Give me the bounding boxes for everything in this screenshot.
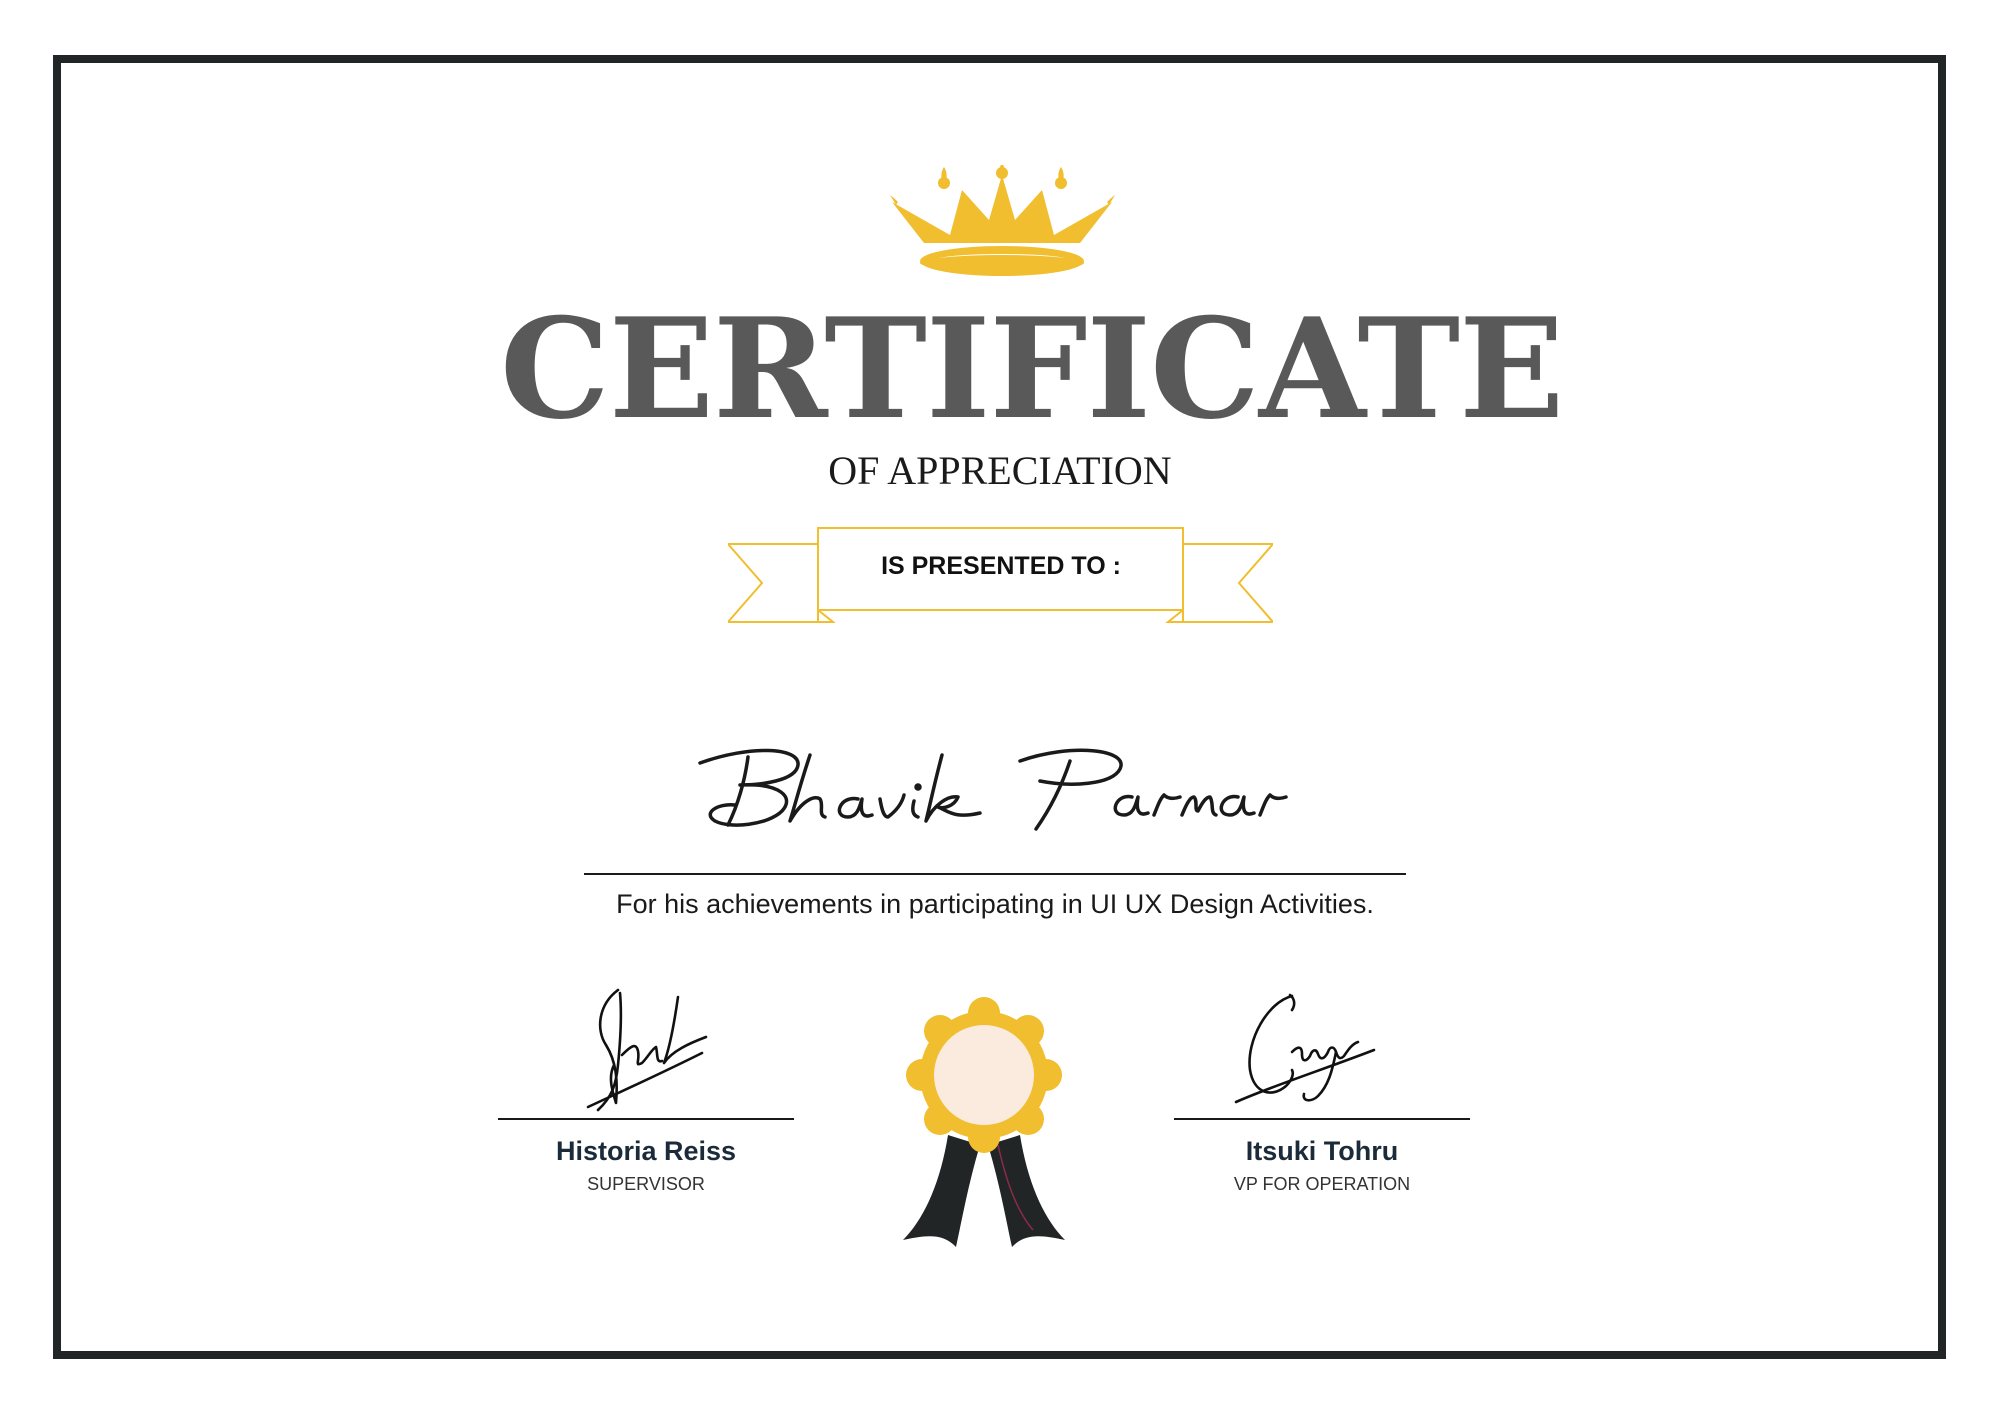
certificate-subtitle: OF APPRECIATION: [828, 448, 1172, 493]
award-badge-icon: [898, 995, 1070, 1250]
certificate-title: CERTIFICATE: [500, 287, 1564, 450]
signer-name-right: Itsuki Tohru: [1245, 1136, 1399, 1166]
signer-role-right: VP FOR OPERATION: [1233, 1174, 1411, 1194]
signature-line-left: [498, 1118, 794, 1120]
crown-icon: [890, 165, 1115, 290]
signer-role-left: SUPERVISOR: [587, 1174, 705, 1194]
signature-left: [578, 985, 713, 1115]
recipient-name: [690, 725, 1290, 835]
signature-right: [1232, 990, 1377, 1110]
recipient-name-line: [584, 873, 1406, 875]
achievement-description: For his achievements in participating in UI UX Design Activities.: [616, 889, 1374, 919]
presented-to-label: IS PRESENTED TO :: [881, 552, 1121, 580]
signature-line-right: [1174, 1118, 1470, 1120]
signer-name-left: Historia Reiss: [555, 1136, 737, 1166]
